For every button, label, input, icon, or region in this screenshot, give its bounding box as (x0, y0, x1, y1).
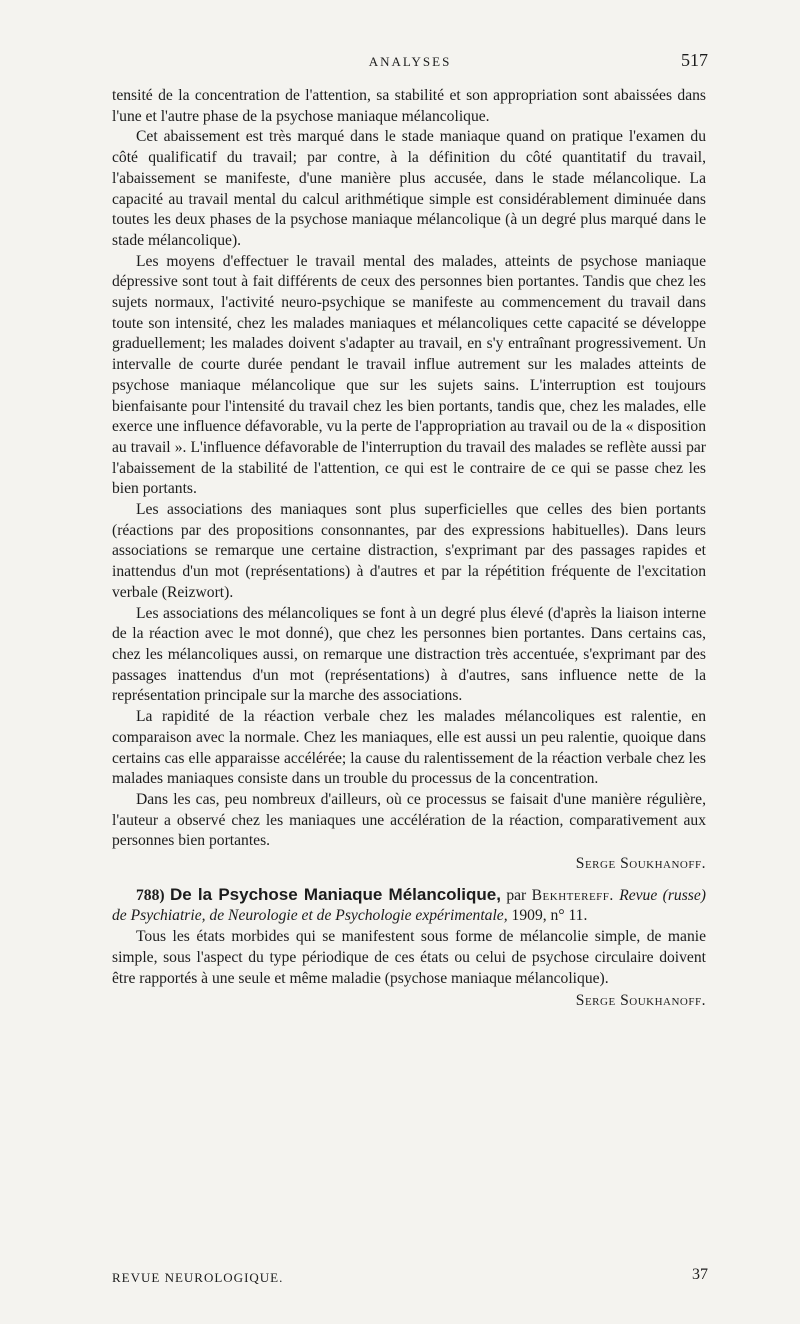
entry-year-issue: 1909, n° 11. (511, 907, 588, 925)
paragraph: Les moyens d'effectuer le travail mental des malades, atteints de psychose maniaque dépressive sont tout à fait différents de ceux des personnes bien portantes. Tandis que chez les sujets normaux, l'activité neuro-psychique se manifeste au commencement du travail dans toute son intensité, chez les malades maniaques et mélancoliques cette capacité se développe graduellement; les malades doivent s'adapter au travail, en s'y entraînant progressivement. Un intervalle de courte durée pendant le travail influe autrement sur les malades atteints de psychose maniaque mélancolique que sur les sujets sains. L'interruption est toujours bienfaisante pour l'intensité du travail chez les bien portants, tandis que, chez les malades, elle exerce une influence défavorable, vu la perte de l'appropriation au travail ou de la « disposition au travail ». L'influence défavorable de l'interruption du travail des malades se reflète aussi par l'abaissement de la stabilité de l'attention, ce qui est le contraire de ce qui se passe chez les bien portants. (112, 252, 706, 498)
page-header (112, 50, 708, 74)
entry-source: Revue (russe) de Psychiatrie, de Neurologie et de Psychologie expérimentale, (112, 886, 706, 925)
paragraph: Cet abaissement est très marqué dans le stade maniaque quand on pratique l'examen du côté qualificatif du travail; par contre, à la définition du côté quantitatif du travail, l'abaissement se manifeste, d'une manière plus accusée, dans le stade mélancolique. La capacité au travail mental du calcul arithmétique simple est considérablement diminuée dans toutes les deux phases de la psychose maniaque mélancolique (à un degré plus marqué dans le stade mélancolique). (112, 128, 706, 249)
entry-title: De la Psychose Maniaque Mélancolique, (169, 884, 501, 904)
sheet-number: 37 (692, 1266, 708, 1283)
entry-text: Tous les états morbides qui se manifestent sous forme de mélancolie simple, de manie simple, sous l'aspect du type périodique de ces états ou celui de psychose circulaire doivent être rapportés à une seule et même maladie (psychose maniaque mélancolique). (112, 928, 706, 987)
paragraph: Les associations des maniaques sont plus superficielles que celles des bien portants (réactions par des propositions consonnantes, par des expressions habituelles). Dans leurs associations se remarque une certaine distraction, s'exprimant par des passages rapides et inattendus d'un mot (représentations) à d'autres et par la répétition fréquente de l'excitation verbale (Reizwort). (112, 501, 706, 601)
paragraph: tensité de la concentration de l'attention, sa stabilité et son appropriation sont abaissées dans l'une et l'autre phase de la psychose maniaque mélancolique. (112, 87, 706, 125)
page-footer (112, 1266, 708, 1290)
paragraph: La rapidité de la réaction verbale chez les malades mélancoliques est ralentie, en comparaison avec la normale. Chez les maniaques, elle est aussi un peu ralentie, quoique dans certains cas elle apparaisse accélérée; la cause du ralentissement de la réaction verbale chez les malades maniaques consiste dans un trouble du processus de la concentration. (112, 708, 706, 788)
journal-name: REVUE NEUROLOGIQUE. (112, 1270, 284, 1285)
entry-number: 788) (136, 886, 165, 904)
review-entry-heading (112, 885, 706, 927)
signature: Serge Soukhanoff. (575, 855, 706, 873)
paragraph: Les associations des mélancoliques se font à un degré plus élevé (d'après la liaison interne de la réaction avec le mot donné), que chez les personnes bien portantes. Dans certains cas, chez les mélancoliques aussi, on remarque une distraction très accentuée, s'exprimant par des passages inattendus d'un mot (représentations) à d'autres, sans influence nette de la représentation principale sur la marche des associations. (112, 604, 706, 705)
running-title: ANALYSES (368, 54, 452, 69)
article-body (112, 86, 706, 1022)
entry-author: Bekhtereff. (531, 886, 614, 904)
paragraph: Dans les cas, peu nombreux d'ailleurs, où ce processus se faisait d'une manière régulière, l'auteur a observé chez les maniaques une accélération de la réaction, comparativement aux personnes bien portantes. (112, 790, 706, 850)
entry-by: par (506, 886, 527, 904)
page-number: 517 (681, 50, 708, 70)
entry-signature: Serge Soukhanoff. (575, 992, 706, 1010)
